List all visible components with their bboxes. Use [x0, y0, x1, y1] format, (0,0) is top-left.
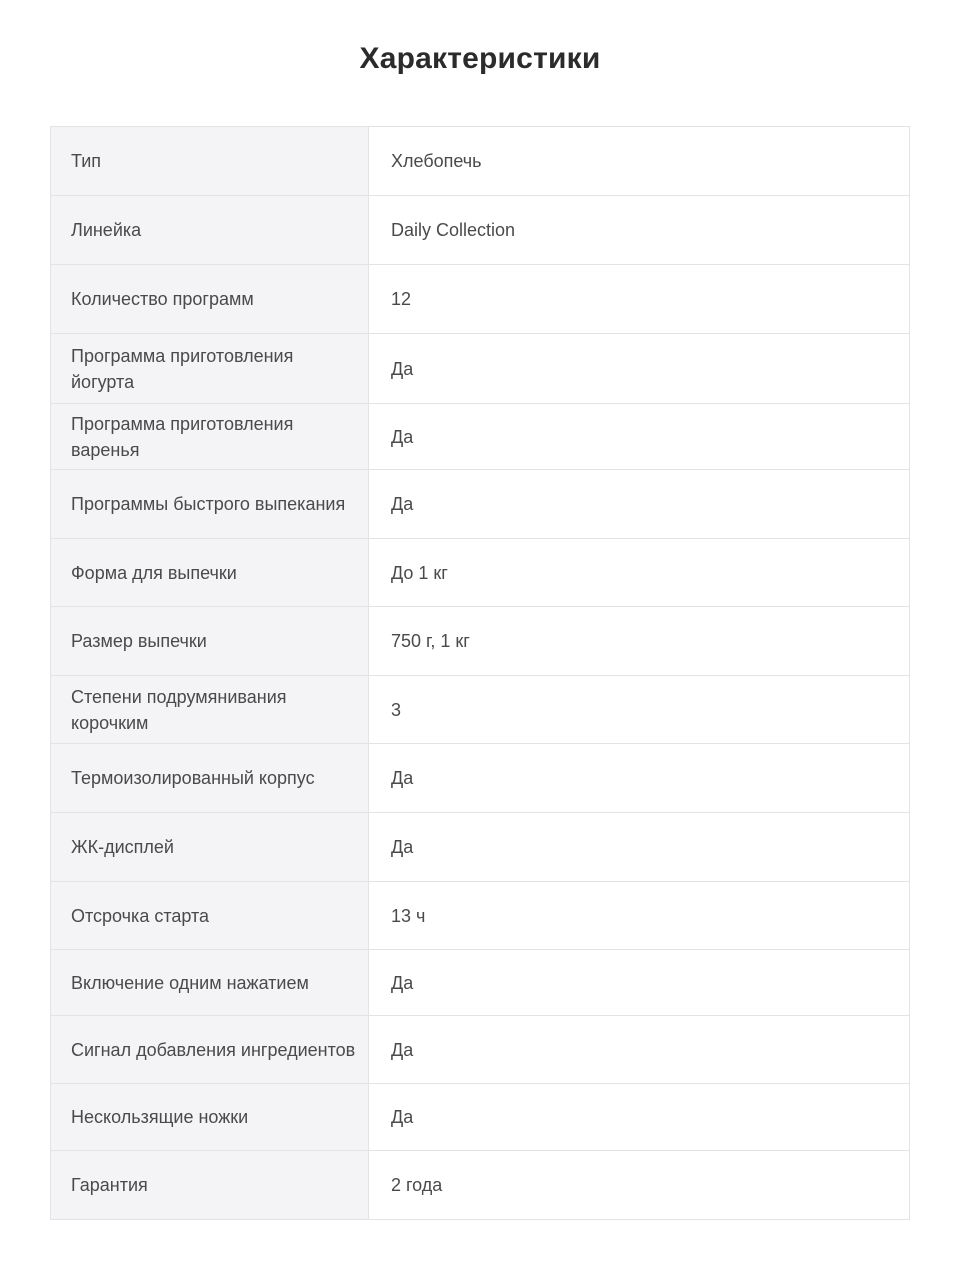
spec-row	[51, 813, 910, 882]
spec-value: Да	[369, 404, 910, 470]
page-title: Характеристики	[359, 42, 601, 75]
spec-row	[51, 470, 910, 539]
spec-label: Количество программ	[51, 265, 369, 334]
spec-label: Включение одним нажатием	[51, 950, 369, 1016]
spec-row	[51, 744, 910, 813]
spec-row	[51, 539, 910, 607]
spec-row	[51, 334, 910, 404]
spec-label: Программы быстрого выпекания	[51, 470, 369, 539]
spec-value: Хлебопечь	[369, 127, 910, 196]
spec-value: Да	[369, 950, 910, 1016]
spec-value: Да	[369, 813, 910, 882]
spec-label: Форма для выпечки	[51, 539, 369, 607]
spec-row	[51, 1016, 910, 1084]
spec-value: 750 г, 1 кг	[369, 607, 910, 676]
spec-label: Гарантия	[51, 1151, 369, 1220]
specs-table	[50, 126, 910, 1220]
spec-row	[51, 404, 910, 470]
spec-row	[51, 950, 910, 1016]
spec-label: Программа приготовления варенья	[51, 404, 369, 470]
spec-label: Отсрочка старта	[51, 882, 369, 950]
spec-label: ЖК-дисплей	[51, 813, 369, 882]
spec-label: Нескользящие ножки	[51, 1084, 369, 1151]
spec-row	[51, 196, 910, 265]
spec-label: Степени подрумянивания корочким	[51, 676, 369, 744]
spec-row	[51, 607, 910, 676]
spec-row	[51, 1151, 910, 1220]
spec-value: Да	[369, 470, 910, 539]
spec-label: Программа приготовления йогурта	[51, 334, 369, 404]
spec-row	[51, 676, 910, 744]
spec-value: До 1 кг	[369, 539, 910, 607]
spec-value: 3	[369, 676, 910, 744]
spec-label: Термоизолированный корпус	[51, 744, 369, 813]
spec-label: Сигнал добавления ингредиентов	[51, 1016, 369, 1084]
spec-value: 12	[369, 265, 910, 334]
spec-value: Да	[369, 334, 910, 404]
spec-label: Линейка	[51, 196, 369, 265]
spec-row	[51, 1084, 910, 1151]
spec-value: Да	[369, 1084, 910, 1151]
spec-label: Размер выпечки	[51, 607, 369, 676]
spec-value: Daily Collection	[369, 196, 910, 265]
spec-row	[51, 127, 910, 196]
spec-row	[51, 882, 910, 950]
spec-label: Тип	[51, 127, 369, 196]
spec-row	[51, 265, 910, 334]
spec-value: Да	[369, 1016, 910, 1084]
spec-value: 2 года	[369, 1151, 910, 1220]
spec-value: 13 ч	[369, 882, 910, 950]
spec-value: Да	[369, 744, 910, 813]
